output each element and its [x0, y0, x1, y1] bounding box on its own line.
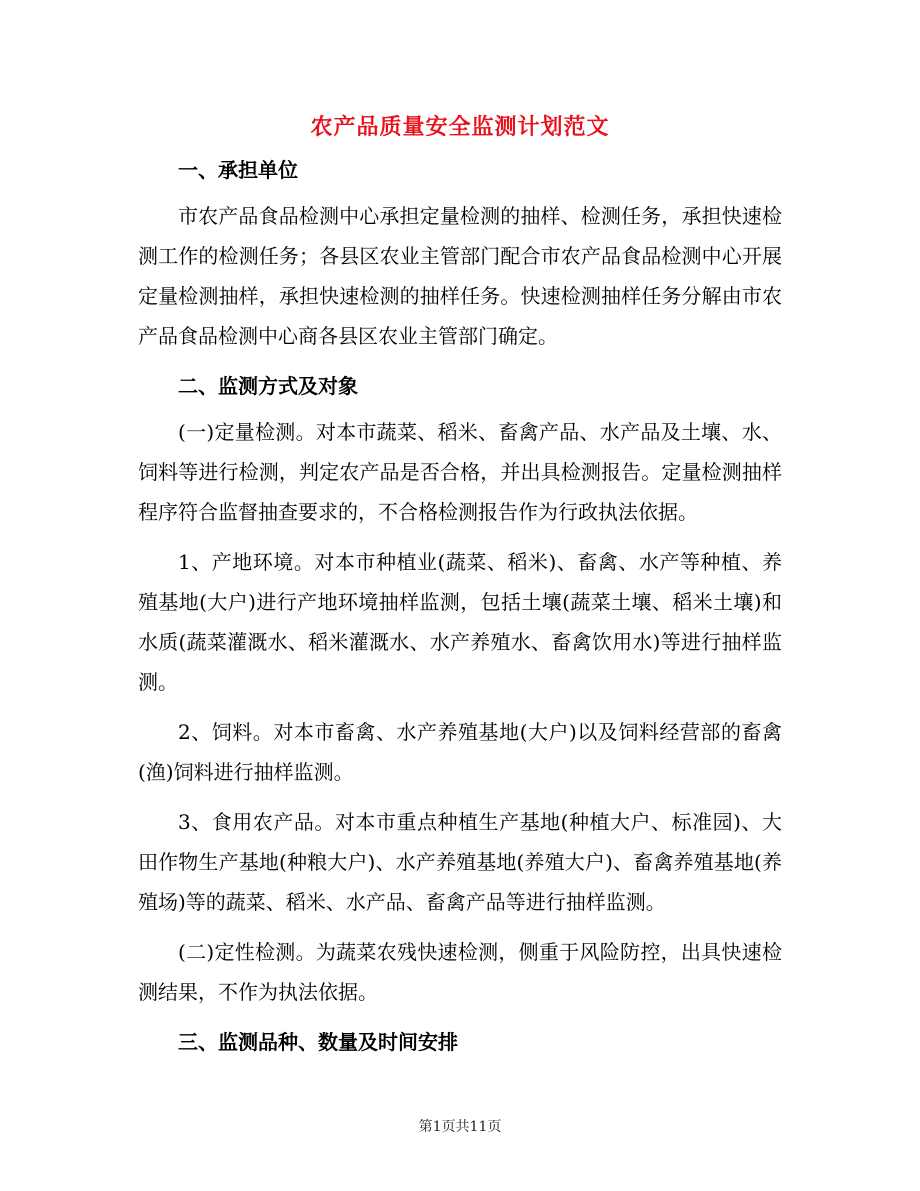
- page-number-footer: 第1页共11页: [418, 1119, 502, 1135]
- section-2-paragraph-qualitative: (二)定性检测。为蔬菜农残快速检测，侧重于风险防控，出具快速检测结果，不作为执法依据。: [138, 940, 782, 1004]
- section-heading-3: 三、监测品种、数量及时间安排: [178, 1030, 458, 1054]
- section-heading-1: 一、承担单位: [178, 158, 298, 182]
- section-2-paragraph-feed: 2、饲料。对本市畜禽、水产养殖基地(大户)以及饲料经营部的畜禽(渔)饲料进行抽样监测。: [138, 720, 782, 784]
- document-body: [138, 150, 782, 1062]
- section-heading-2: 二、监测方式及对象: [178, 374, 358, 398]
- document-title: 农产品质量安全监测计划范文: [310, 114, 610, 140]
- section-2-paragraph-edible-products: 3、食用农产品。对本市重点种植生产基地(种植大户、标准园)、大田作物生产基地(种粮大户)、水产养殖基地(养殖大户)、畜禽养殖基地(养殖场)等的蔬菜、稻米、水产品、畜禽产品等进行抽样监测。: [138, 810, 782, 914]
- section-2-paragraph-quantitative: (一)定量检测。对本市蔬菜、稻米、畜禽产品、水产品及土壤、水、饲料等进行检测，判定农产品是否合格，并出具检测报告。定量检测抽样程序符合监督抽查要求的，不合格检测报告作为行政执法依据。: [138, 420, 782, 524]
- section-1-paragraph: 市农产品食品检测中心承担定量检测的抽样、检测任务，承担快速检测工作的检测任务；各县区农业主管部门配合市农产品食品检测中心开展定量检测抽样，承担快速检测的抽样任务。快速检测抽样任务分解由市农产品食品检测中心商各县区农业主管部门确定。: [138, 204, 782, 348]
- section-2-paragraph-environment: 1、产地环境。对本市种植业(蔬菜、稻米)、畜禽、水产等种植、养殖基地(大户)进行产地环境抽样监测，包括土壤(蔬菜土壤、稻米土壤)和水质(蔬菜灌溉水、稻米灌溉水、水产养殖水、畜禽饮用水)等进行抽样监测。: [138, 550, 782, 694]
